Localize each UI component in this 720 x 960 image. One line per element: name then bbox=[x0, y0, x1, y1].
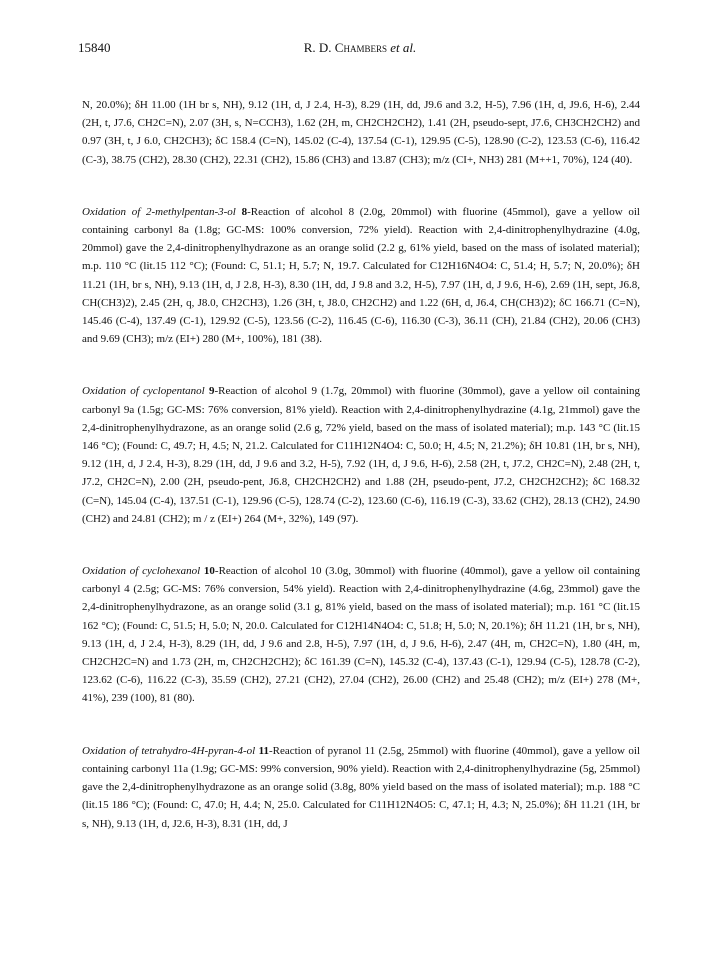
procedure-title: Oxidation of cyclopentanol bbox=[82, 385, 205, 398]
running-head-etal: et al. bbox=[390, 40, 417, 55]
paragraph-text: -Reaction of alcohol 10 (3.0g, 30mmol) with fluorine (40mmol), gave a yellow oil containing carbonyl 4 (2.5g; GC-MS: 76% conversion, 54% yield). Reaction with 2,4-dinitrophenylhydrazine (4.6g, 23mmol) gave the 2,4-dinitrophenylhydrazone, as an orange solid (3.1 g, 81% yield, based on the mass of isolated material); m.p. 161 °C (lit.15 162 °C); (Found: C, 51.5; H, 5.0; N, 20.0. Calculated for C12H14N4O4: C, 51.8; H, 5.0; N, 20.1%); δH 11.21 (1H, br s, NH), 9.13 (1H, d, J 2.4, H-3), 8.29 (1H, dd, J 9.6 and 2.8, H-5), 7.97 (1H, d, J 9.6, H-6), 2.47 (4H, m, CH2C=N), 1.80 (4H, m, CH2CH2C=N) and 1.73 (2H, m, CH2CH2CH2); δC 161.39 (C=N), 145.32 (C-4), 137.43 (C-1), 129.94 (C-5), 128.78 (C-2), 123.62 (C-6), 116.22 (C-3), 35.59 (CH2), 27.21 (CH2), 27.04 (CH2), 26.00 (CH2) and 25.48 (CH2); m/z (EI+) 278 (M+, 41%), 239 (100), 81 (80). bbox=[82, 565, 641, 705]
compound-number: 11 bbox=[258, 744, 269, 757]
compound-number: 9 bbox=[208, 385, 215, 398]
compound-number: 8 bbox=[241, 205, 248, 218]
paragraph-2-methylpentan-3-ol bbox=[82, 203, 640, 349]
procedure-title: Oxidation of tetrahydro-4H-pyran-4-ol bbox=[82, 744, 256, 757]
page-header bbox=[78, 40, 642, 58]
running-head bbox=[78, 40, 642, 56]
paragraph-text: -Reaction of alcohol 9 (1.7g, 20mmol) with fluorine (30mmol), gave a yellow oil containing carbonyl 9a (1.5g; GC-MS: 76% conversion, 81% yield). Reaction with 2,4-dinitrophenylhydrazine (4.1g, 21mmol) gave the 2,4-dinitrophenylhydrazone, as an orange solid (2.6 g, 72% yield, based on the mass of isolated material); m.p. 143 °C (lit.15 146 °C); (Found: C, 49.7; H, 4.5; N, 21.2. Calculated for C11H12N4O4: C, 50.0; H, 4.5; N, 21.2%); δH 10.81 (1H, br s, NH), 9.12 (1H, d, J 2.4, H-3), 8.29 (1H, dd, J 9.6 and 3.2, H-5), 7.92 (1H, d, J 9.6, H-6), 2.58 (2H, t, J7.2, CH2C=N), 2.48 (2H, t, J7.2, CH2C=N), 2.00 (2H, pseudo-pent, J6.8, CH2CH2CH2) and 1.88 (2H, pseudo-pent, J7.2, CH2CH2CH2); δC 168.32 (C=N), 145.04 (C-4), 137.51 (C-1), 129.96 (C-5), 128.74 (C-2), 123.60 (C-6), 116.19 (C-3), 33.62 (CH2), 28.13 (CH2), 24.90 (CH2) and 24.81 (CH2); m / z (EI+) 264 (M+, 32%), 149 (97). bbox=[82, 385, 641, 525]
page-number: 15840 bbox=[78, 40, 111, 55]
paragraph-cyclohexanol bbox=[82, 562, 640, 708]
compound-number: 10 bbox=[203, 565, 215, 578]
paragraph-continuation bbox=[82, 96, 640, 169]
paragraph-text: -Reaction of alcohol 8 (2.0g, 20mmol) with fluorine (45mmol), gave a yellow oil containing carbonyl 8a (1.8g; GC-MS: 100% conversion, 72% yield). Reaction with 2,4-dinitrophenylhydrazine (4.0g, 20mmol) gave the 2,4-dinitrophenylhydrazone as an orange solid (2.2 g, 61% yield, based on the mass of isolated material); m.p. 110 °C (lit.15 112 °C); (Found: C, 51.1; H, 5.7; N, 19.7. Calculated for C12H16N4O4: C, 51.4; H, 5.7; N, 20.0%); δH 11.21 (1H, br s, NH), 9.13 (1H, d, J 2.8, H-3), 8.30 (1H, dd, J 9.8 and 3.2, H-5), 7.97 (1H, d, J 9.6, H-6), 2.69 (1H, sept, J6.8, CH(CH3)2), 2.45 (2H, q, J8.0, CH2CH3), 1.26 (3H, t, J8.0, CH2CH2) and 1.22 (6H, d, J6.4, CH(CH3)2); δC 166.71 (C=N), 145.46 (C-4), 137.49 (C-1), 129.92 (C-5), 123.56 (C-2), 116.45 (C-6), 116.30 (C-3), 36.11 (CH), 21.84 (CH2), 20.06 (CH3) and 9.69 (CH3); m/z (EI+) 280 (M+, 100%), 181 (38). bbox=[82, 205, 640, 346]
running-head-author: R. D. Chambers bbox=[303, 40, 387, 55]
paragraph-text: -Reaction of pyranol 11 (2.5g, 25mmol) with fluorine (40mmol), gave a yellow oil containing carbonyl 11a (1.9g; GC-MS: 99% conversion, 90% yield). Reaction with 2,4-dinitrophenylhydrazine (5g, 25mmol) gave the 2,4-dinitrophenylhydrazone as an orange solid (3.8g, 80% yield based on the mass of isolated material); m.p. 188 °C (lit.15 186 °C); (Found: C, 47.0; H, 4.4; N, 25.0. Calculated for C11H12N4O5: C, 47.1; H, 4.3; N, 25.0%); δH 11.21 (1H, br s, NH), 9.13 (1H, d, J2.6, H-3), 8.31 (1H, dd, J bbox=[82, 744, 640, 830]
paragraph-cyclopentanol bbox=[82, 382, 640, 528]
procedure-title: Oxidation of 2-methylpentan-3-ol bbox=[82, 205, 236, 218]
paragraph-text: N, 20.0%); δH 11.00 (1H br s, NH), 9.12 (1H, d, J 2.4, H-3), 8.29 (1H, dd, J9.6 and 3.2, H-5), 7.96 (1H, d, J9.6, H-6), 2.44 (2H, t, J7.6, CH2C=N), 2.07 (3H, s, N=CCH3), 1.62 (2H, m, CH2CH2CH2), 1.41 (2H, pseudo-sept, J7.6, CH3CH2CH2) and 0.97 (3H, t, J 6.0, CH2CH3); δC 158.4 (C=N), 145.02 (C-4), 137.54 (C-1), 129.95 (C-5), 128.90 (C-2), 123.53 (C-6), 116.42 (C-3), 38.75 (CH2), 28.30 (CH2), 22.31 (CH2), 15.86 (CH3) and 13.87 (CH3); m/z (CI+, NH3) 281 (M++1, 70%), 124 (40). bbox=[82, 99, 640, 166]
article-body bbox=[82, 96, 640, 867]
procedure-title: Oxidation of cyclohexanol bbox=[82, 565, 201, 578]
paragraph-tetrahydropyranol bbox=[82, 742, 640, 833]
